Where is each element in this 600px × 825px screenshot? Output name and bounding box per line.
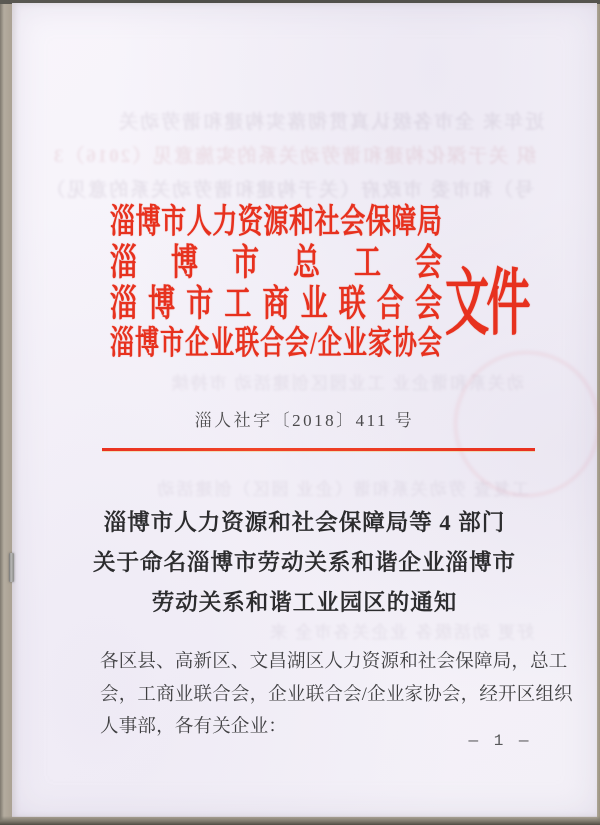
org-name-line-1: 淄 博 市 人 力 资 源 和 社 会 保 障 局 — [110, 204, 442, 241]
scan-bottom-edge — [0, 816, 600, 825]
letterhead — [110, 204, 442, 363]
red-separator-line — [102, 448, 535, 451]
bleedthrough-line: 工复查 劳动关系和谐（企业 园区）创建活动 — [155, 480, 529, 499]
body-line-2: 会，工商业联合会，企业联合会/企业家协会，经开区组织 — [100, 684, 573, 705]
doc-number: 淄人社字〔2018〕411 号 — [194, 411, 415, 430]
org-name-line-2: 淄 博 市 总 工 会 — [110, 242, 442, 283]
org-name-line-3: 淄 博 市 工 商 业 联 合 会 — [110, 283, 442, 324]
bleedthrough-line: 动关系和谐企业 工业园区创建活动 市持续 — [169, 374, 524, 393]
title-line-1: 淄博市人力资源和社会保障局等 4 部门 — [103, 510, 506, 535]
title-line-3: 劳动关系和谐工业园区的通知 — [151, 590, 458, 615]
bleedthrough-line: 近年来 全市各级认真贯彻落实构建和谐劳动关 — [117, 112, 544, 133]
page-number: — 1 — — [468, 732, 532, 750]
title-line-2: 关于命名淄博市劳动关系和谐企业淄博市 — [92, 550, 516, 575]
org-name-line-4: 淄 博 市 企 业 联 合 会 / 企 业 家 协 会 — [110, 326, 442, 362]
bleedthrough-line: 织 关于深化构建和谐劳动关系的实施意见（2016）3 — [51, 146, 536, 167]
bleedthrough-line: 好更 动活级各 业企关各市全 来 — [268, 623, 534, 642]
body-line-3: 人事部，各有关企业： — [100, 717, 288, 737]
body-line-1: 各区县、高新区、文昌湖区人力资源和社会保障局，总工 — [100, 652, 568, 672]
staple — [9, 553, 14, 582]
body-paragraph — [100, 646, 573, 744]
document-page — [12, 3, 597, 817]
doc-title — [32, 503, 577, 623]
bleedthrough-line: 号）和市委 市政府（关于构建和谐劳动关系的意见） — [44, 180, 534, 201]
doc-type-label: 文件 — [445, 264, 528, 346]
